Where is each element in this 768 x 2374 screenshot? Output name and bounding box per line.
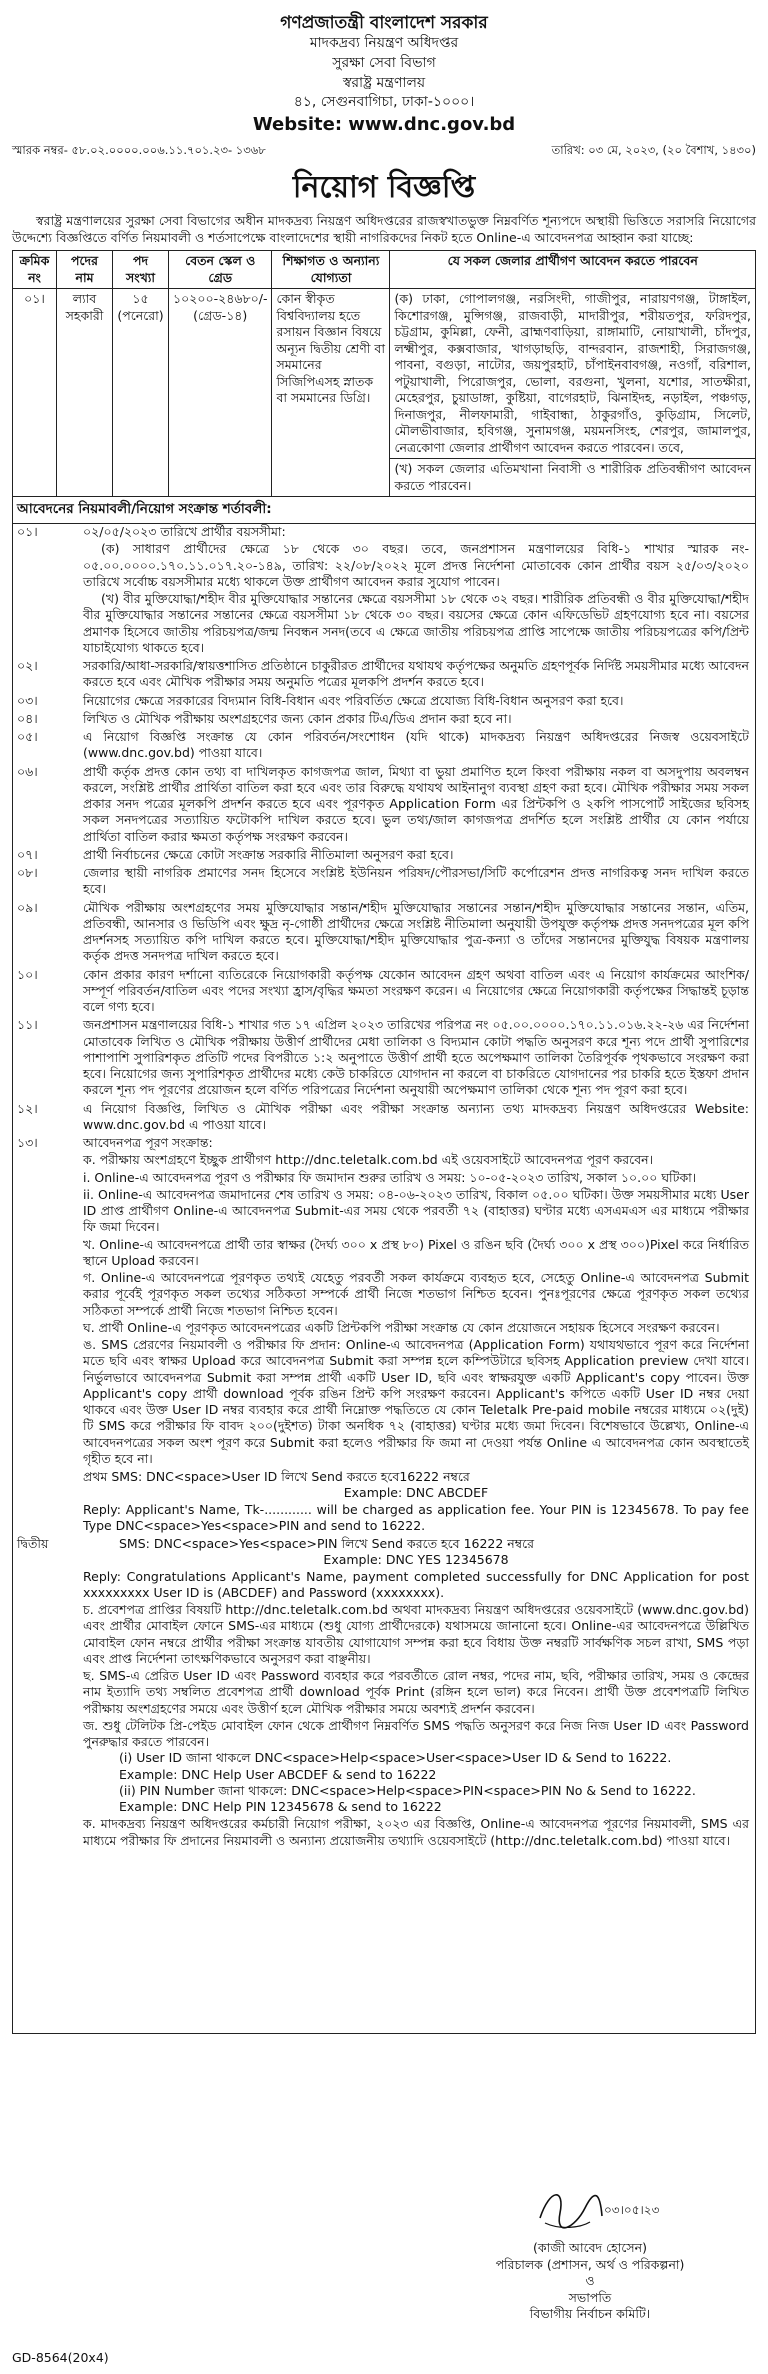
rule-13-umo: ঙ. SMS প্রেরণের নিয়মাবলী ও পরীক্ষার ফি প্রদান: Online-এ আবেদনপত্র (Application Form) যথাযথভাবে পূরণ করে নির্দেশনা মতে ছবি এবং স্বাক্ষর Upload করে আবেদনপত্র Submit করা সম্পন্ন হলে কম্পিউটারে ছবিসহ Application preview দেখা যাবে। নির্ভুলভাবে আবেদনপত্র Submit করা সম্পন্ন প্রার্থী একটি User ID, ছবি এবং স্বাক্ষরযুক্ত একটি Applicant's copy পাবেন। উক্ত Applicant's copy প্রার্থী download পূর্বক রঙিন প্রিন্ট কপি সংরক্ষণ করবেন। Applicant's কপিতে একটি User ID নম্বর দেয়া থাকবে এবং উক্ত User ID নম্বর ব্যবহার করে প্রার্থী নিম্নোক্ত পদ্ধতিতে যে কোন Teletalk Pre-paid mobile নম্বরের মাধ্যমে ০২(দুই) টি SMS করে পরীক্ষার ফি বাবদ ২০০(দুইশত) টাকা অনধিক ৭২ (বাহাত্তর) ঘণ্টার মধ্যে জমা দিবেন। বিশেষভাবে উল্লেখ্য, Online-এ আবেদনপত্রের সকল অংশ পূরণ করে Submit করা হলেও পরীক্ষার ফি জমা না দেওয়া পর্যন্ত Online এ আবেদনপত্র কোন অবস্থাতেই গৃহীত হবে না। [83,1337,749,1466]
rule-1-ka: (ক) সাধারণ প্রার্থীদের ক্ষেত্রে ১৮ থেকে ৩০ বছর। তবে, জনপ্রশাসন মন্ত্রণালয়ের বিধি-১ শাখার স্মারক নং- ০৫.০০.০০০০.১৭০.১১.০১৭.২০-১৪৯, তারিখ: ২২/০৮/২০২২ মূলে প্রদত্ত নির্দেশনা মোতাবেক কোন প্রার্থীর বয়স ২৫/০৩/২০২০ তারিখে সর্বোচ্চ বয়সসীমার মধ্যে থাকলে উক্ত প্রার্থীগণ আবেদন করার সুযোগ পাবেন। [83,541,749,589]
cell-districts [390,289,756,497]
department-name: মাদকদ্রব্য নিয়ন্ত্রণ অধিদপ্তর [309,35,459,52]
memo-line [12,143,756,158]
rule-13-cha: চ. প্রবেশপত্র প্রাপ্তির বিষয়টি http://dnc.teletalk.com.bd অথবা মাদকদ্রব্য নিয়ন্ত্রণ অধিদপ্তরের ওয়েবসাইটে (www.dnc.gov.bd) এবং প্রার্থীর মোবাইল ফোনে SMS-এর মাধ্যমে (শুধু যোগ্য প্রার্থীদেরকে) যথাসময়ে জানানো হবে। Online-এর আবেদনপত্রে উল্লিখিত মোবাইল ফোন নম্বরে প্রার্থীর পরীক্ষা সংক্রান্ত যাবতীয় যোগাযোগ সম্পন্ন করা হবে বিধায় উক্ত নম্বরটি সার্বক্ষণিক সচল রাখা, SMS পড়া এবং প্রাপ্ত নির্দেশনা তাৎক্ষণিকভাবে অনুসরণ করা বাঞ্ছনীয়। [83,1602,749,1666]
rule-number: ০৫। [17,729,38,745]
rule-13-i: i. Online-এ আবেদনপত্র পূরণ ও পরীক্ষার ফি জমাদান শুরুর তারিখ ও সময়: ১০-০৫-২০২৩ তারিখ, সকাল ১০.০০ ঘটিকা। [83,1169,697,1185]
rule-number: ০৪। [17,710,38,726]
rule-1-kha: (খ) বীর মুক্তিযোদ্ধা/শহীদ বীর মুক্তিযোদ্ধার সন্তানের ক্ষেত্রে বয়সসীমা ১৮ থেকে ৩২ বছর। শারীরিক প্রতিবন্ধী ও বীর মুক্তিযোদ্ধা/শহীদ বীর মুক্তিযোদ্ধার সন্তানের সন্তানের ক্ষেত্রে বয়সসীমা ১৮ থেকে ৩০ বছর। বয়সের ক্ষেত্রে কোন এফিডেভিট গ্রহণযোগ্য হবে না। বয়সের প্রমাণক হিসেবে জাতীয় পরিচয়পত্র/জন্ম নিবন্ধন সনদ(তবে এ ক্ষেত্রে জাতীয় পরিচয়পত্র প্রাপ্তি সাপেক্ষে জাতীয় পরিচয়পত্রের কপি/প্রিন্ট যাচাইযোগ্য থাকতে হবে। [83,591,749,655]
office-address: ৪১, সেগুনবাগিচা, ঢাকা-১০০০। [293,94,475,111]
sms-spacer [13,1469,83,1534]
rule-text: প্রার্থী কর্তৃক প্রদত্ত কোন তথ্য বা দাখিলকৃত কাগজপত্র জাল, মিথ্যা বা ভুয়া প্রমাণিত হলে কিংবা পরীক্ষায় নকল বা অসদুপায় অবলম্বন করলে, সংশ্লিষ্ট প্রার্থীর প্রার্থিতা বাতিল করা হবে এবং তার বিরুদ্ধে যথাযথ আইনানুগ ব্যবস্থা গ্রহণ করা হবে। মৌখিক পরীক্ষার সময় সকল প্রকার সনদ পত্রের মূলকপি প্রদর্শন করতে হবে এবং পূরণকৃত Application Form এর প্রিন্টকপি ও ২কপি পাসপোর্ট সাইজের ছবিসহ সকল সনদপত্রের সত্যায়িত ফটোকপি দাখিল করতে হবে। ভুল তথ্য/জাল কাগজপত্র প্রদর্শিত হলে সংশ্লিষ্ট প্রার্থীর যে কোন পর্যায়ে প্রার্থিতা বাতিল করার ক্ষমতা কর্তৃপক্ষ সংরক্ষণ করবেন। [83,763,749,844]
officer-designation: পরিচালক (প্রশাসন, অর্থ ও পরিকল্পনা) [495,2256,685,2272]
signature-icon [530,2178,660,2238]
rule-number: ০৭। [17,846,38,862]
col-count: পদ সংখ্যা [113,251,169,289]
rule-text [83,1135,755,1467]
rule-number: ০২। [17,658,38,674]
col-post: পদের নাম [57,251,113,289]
sms-second [83,1536,755,1849]
rule-item [13,865,755,898]
rule-number: ১৩। [17,1135,38,1151]
rules-list [12,524,756,2034]
rule-13-ja-i: (i) User ID জানা থাকলে DNC<space>Help<space>User<space>User ID & Send to 16222. [119,1750,672,1766]
committee-name: বিভাগীয় নির্বাচন কমিটি। [529,2306,651,2321]
cell-serial: ০১। [13,289,57,497]
rule-text: এ নিয়োগ বিজ্ঞপ্তি সংক্রান্ত যে কোন পরিবর্তন/সংশোধন (যদি থাকে) মাদকদ্রব্য নিয়ন্ত্রণ অধিদপ্তরের নিজস্ব ওয়েবসাইটে (www.dnc.gov.bd) পাওয়া যাবে। [83,729,749,761]
rule-number: ১১। [17,1017,38,1033]
memo-number: স্মারক নম্বর- ৫৮.০২.০০০০.০০৬.১১.৭০১.২৩- ১৩৬৮ [12,142,266,157]
rule-13-ga: গ. Online-এ আবেদনপত্রে পূরণকৃত তথ্যই যেহেতু পরবর্তী সকল কার্যক্রমে ব্যবহৃত হবে, সেহেতু Online-এ আবেদনপত্র Submit করার পূর্বেই পূরণকৃত সকল তথ্যের সঠিকতা সম্পর্কে প্রার্থী নিজে শতভাগ নিশ্চিত হবেন। পুনঃপূরণের ক্ষেত্রে পূরণকৃত সকল তথ্যের সঠিকতা সম্পর্কে প্রার্থী নিজে শতভাগ নিশ্চিত হবেন। [83,1270,749,1318]
officer-name: (কাজী আবেদ হোসেন) [533,2240,647,2255]
rule-number: ০১। [17,524,38,540]
signature-block [0,2178,768,2374]
cell-post: ল্যাব সহকারী [57,289,113,497]
rule-text: লিখিত ও মৌখিক পরীক্ষায় অংশগ্রহণের জন্য কোন প্রকার টিএ/ডিএ প্রদান করা হবে না। [83,710,512,726]
rule-text: প্রার্থী নির্বাচনের ক্ষেত্রে কোটা সংক্রান্ত সরকারি নীতিমালা অনুসরণ করা হবে। [83,846,454,862]
intro-paragraph: স্বরাষ্ট্র মন্ত্রণালয়ের সুরক্ষা সেবা বিভাগের অধীন মাদকদ্রব্য নিয়ন্ত্রণ অধিদপ্তরের রাজস্বখাতভুক্ত নিম্নবর্ণিত শূন্যপদে অস্থায়ী ভিত্তিতে সরাসরি নিয়োগের উদ্দেশ্যে বিজ্ঞপ্তিতে বর্ণিত নিয়মাবলী ও শর্তসাপেক্ষে বাংলাদেশের স্থায়ী নাগরিকদের নিকট হতে Online-এ আবেদনপত্র আহ্বান করা যাচ্ছে: [12,213,756,245]
rule-item [13,764,755,845]
rule-number: ০৮। [17,865,38,881]
sms-block [13,1536,755,1849]
government-title: গণপ্রজাতন্ত্রী বাংলাদেশ সরকার [280,13,488,33]
notice-title: নিয়োগ বিজ্ঞপ্তি [292,169,476,205]
rule-13-ja: জ. শুধু টেলিটক প্রি-পেইড মোবাইল ফোন থেকে প্রার্থীগণ নিম্নবর্ণিত SMS পদ্ধতি অনুসরণ করে নিজ নিজ User ID এবং Password পুনরুদ্ধার করতে পারবেন। [83,1717,749,1750]
rule-number: ১২। [17,1100,38,1116]
sms-first-example: Example: DNC ABCDEF [343,1485,489,1501]
rule-number: ০৩। [17,692,38,708]
sms-second-label: দ্বিতীয় [17,1536,49,1552]
rule-item [13,711,755,727]
col-qualification: শিক্ষাগত ও অন্যান্য যোগ্যতা [272,251,390,289]
cell-qualification: কোন স্বীকৃত বিশ্ববিদ্যালয় হতে রসায়ন বিজ্ঞান বিষয়ে অন্যূন দ্বিতীয় শ্রেণী বা সমমানের সিজিপিএসহ স্নাতক বা সমমানের ডিগ্রি। [272,289,390,497]
rule-text: এ নিয়োগ বিজ্ঞপ্তি, লিখিত ও মৌখিক পরীক্ষা এবং পরীক্ষা সংক্রান্ত অন্যান্য তথ্য মাদকদ্রব্য নিয়ন্ত্রণ অধিদপ্তরের Website: www.dnc.gov.bd এ পাওয়া যাবে। [83,1100,749,1132]
cell-count: ১৫ (পনেরো) [113,289,169,497]
col-districts: যে সকল জেলার প্রার্থীগণ আবেদন করতে পারবেন [390,251,756,289]
rule-item [13,967,755,1016]
sms-second-reply: Reply: Congratulations Applicant's Name, payment completed successfully for DNC Application for post xxxxxxxxx User ID is (ABCDEF) and Password (xxxxxxxx). [83,1568,749,1600]
rule-item [13,1101,755,1134]
sms-first [83,1469,755,1534]
rule-text: নিয়োগের ক্ষেত্রে সরকারের বিদ্যমান বিধি-বিধান এবং পরিবর্তিত ক্ষেত্রে প্রযোজ্য বিধি-বিধান অনুসরণ করা হবে। [83,692,624,708]
gd-number: GD-8564(20x4) [12,2349,109,2365]
rule-text: জেলার স্থায়ী নাগরিক প্রমাণের সনদ হিসেবে সংশ্লিষ্ট ইউনিয়ন পরিষদ/পৌরসভা/সিটি কর্পোরেশন প্রদত্ত নাগরিকত্ব সনদ দাখিল করতে হবে। [83,865,749,897]
rule-number: ১০। [17,966,38,982]
rule-13-ii: ii. Online-এ আবেদনপত্র জমাদানের শেষ তারিখ ও সময়: ০৪-০৬-২০২৩ তারিখ, বিকাল ০৫.০০ ঘটিকা। উক্ত সময়সীমার মধ্যে User ID প্রাপ্ত প্রার্থীগণ Online-এ আবেদনপত্র Submit-এর সময় থেকে পরবর্তী ৭২ (বাহাত্তর) ঘণ্টার মধ্যে এসএমএস এর মাধ্যমে পরীক্ষার ফি জমা দিবেন। [83,1186,749,1235]
rule-item [13,1017,755,1098]
rule-item [13,729,755,762]
conditions-heading: আবেদনের নিয়মাবলী/নিয়োগ সংক্রান্ত শর্তাবলী: [12,497,756,524]
vacancy-table [12,250,756,497]
rule-item [13,900,755,965]
sms-second-example: Example: DNC YES 12345678 [323,1552,509,1568]
table-header-row [13,251,756,289]
signature-date: ০৩।০৫।২৩ [604,2203,660,2217]
rule-1-heading: ০২/০৫/২০২৩ তারিখে প্রার্থীর বয়সসীমা: [83,524,286,540]
districts-a: (ক) ঢাকা, গোপালগঞ্জ, নরসিংদী, গাজীপুর, নারায়ণগঞ্জ, টাঙ্গাইল, কিশোরগঞ্জ, মুন্সিগঞ্জ, রাজবাড়ী, মাদারীপুর, শরীয়তপুর, ফরিদপুর, চট্টগ্রাম, কুমিল্লা, ফেনী, ব্রাহ্মণবাড়িয়া, রাঙ্গামাটি, নোয়াখালী, চাঁদপুর, লক্ষ্মীপুর, কক্সবাজার, খাগড়াছড়ি, বান্দরবান, রাজশাহী, সিরাজগঞ্জ, পাবনা, বগুড়া, নাটোর, জয়পুরহাট, চাঁপাইনবাবগঞ্জ, নওগাঁ, বরিশাল, পটুয়াখালী, পিরোজপুর, ভোলা, বরগুনা, খুলনা, যশোর, সাতক্ষীরা, মেহেরপুর, চুয়াডাঙ্গা, কুষ্টিয়া, বাগেরহাট, ঝিনাইদহ, নড়াইল, পঞ্চগড়, দিনাজপুর, নীলফামারী, গাইবান্ধা, ঠাকুরগাঁও, কুড়িগ্রাম, সিলেট, মৌলভীবাজার, হবিগঞ্জ, সুনামগঞ্জ, ময়মনসিংহ, শেরপুর, জামালপুর, নেত্রকোণা জেলার প্রার্থীগণ আবেদন করতে পারবেন। তবে, [394,291,751,455]
sms-first-instruction: প্রথম SMS: DNC<space>User ID লিখে Send করতে হবে16222 নম্বরে [83,1469,470,1485]
rule-13-jha: ক. মাদকদ্রব্য নিয়ন্ত্রণ অধিদপ্তরের কর্মচারী নিয়োগ পরীক্ষা, ২০২৩ এর বিজ্ঞপ্তি, Online-এ আবেদনপত্র পূরণের নিয়মাবলী, SMS এর মাধ্যমে পরীক্ষার ফি প্রদানের নিয়মাবলী ও অন্যান্য প্রয়োজনীয় তথ্যাদি ওয়েবসাইটে (http://dnc.teletalk.com.bd) পাওয়া যাবে। [83,1816,749,1848]
rule-text: জনপ্রশাসন মন্ত্রণালয়ের বিধি-১ শাখার গত ১৭ এপ্রিল ২০২৩ তারিখের পরিপত্র নং ০৫.০০.০০০০.১৭০.১১.০১৬.২২-২৬ এর নির্দেশনা মোতাবেক লিখিত ও মৌখিক পরীক্ষায় উত্তীর্ণ প্রার্থীদের মেধা তালিকা ও বিদ্যমান কোটা পদ্ধতি অনুসরণ করে শূন্য পদে প্রার্থী সুপারিশের পাশাপাশি সুপারিশকৃত প্রতিটি পদের বিপরীতে ১:২ অনুপাতে উত্তীর্ণ প্রার্থী হতে অপেক্ষমাণ তালিকা তৈরিপূর্বক পৃথকভাবে সংরক্ষণ করা হবে। নিয়োগের জন্য সুপারিশকৃত প্রার্থীদের মধ্যে কেউ চাকরিতে যোগদান না করলে বা চাকরিতে যোগদানের পর চাকরি হতে ইস্তফা প্রদান করলে শূন্য পদ পূরণের প্রয়োজন হলে বর্ণিত পরিপত্রের নির্দেশনা অনুযায়ী অপেক্ষমাণ তালিকা থেকে শূন্য পদ পূরণ করা হবে। [83,1017,749,1098]
rule-13-ja-ii: (ii) PIN Number জানা থাকলে: DNC<space>Help<space>PIN<space>PIN No & Send to 16222. [119,1782,696,1798]
memo-date: তারিখ: ০৩ মে, ২০২৩, (২০ বৈশাখ, ১৪৩০) [551,142,756,157]
officer-role: সভাপতি [568,2289,612,2305]
cell-scale: ১০২০০-২৪৬৮০/- (গ্রেড-১৪) [169,289,272,497]
rule-13-gha: ঘ. প্রার্থী Online-এ পূরণকৃত আবেদনপত্রের একটি প্রিন্টকপি পরীক্ষা সংক্রান্ত যে কোন প্রয়োজনে সহায়ক হিসেবে সংরক্ষণ করবেন। [83,1319,720,1335]
division-name: সুরক্ষা সেবা বিভাগ [332,55,436,72]
rule-13-chha: ছ. SMS-এ প্রেরিত User ID এবং Password ব্যবহার করে পরবর্তীতে রোল নম্বর, পদের নাম, ছবি, পরীক্ষার তারিখ, সময় ও কেন্দ্রের নাম ইত্যাদি তথ্য সম্বলিত প্রবেশপত্র প্রার্থী download পূর্বক Print (রঙ্গিন হলে ভাল) করে নিবেন। প্রার্থী উক্ত প্রবেশপত্রটি লিখিত পরীক্ষায় অংশগ্রহণের সময়ে এবং উত্তীর্ণ হলে মৌখিক পরীক্ষার সময়ে অবশ্যই প্রদর্শন করবেন। [83,1668,749,1716]
rule-13-ja-i-example: Example: DNC Help User ABCDEF & send to 16222 [119,1766,437,1782]
rule-item [13,1135,755,1467]
col-scale: বেতন স্কেল ও গ্রেড [169,251,272,289]
sms-first-reply: Reply: Applicant's Name, Tk-............ will be charged as application fee. Your PIN is 12345678. To pay fee Type DNC<space>Yes<space>PIN and send to 16222. [83,1501,749,1533]
rule-item [13,847,755,863]
districts-b: (খ) সকল জেলার এতিমখানা নিবাসী ও শারীরিক প্রতিবন্ধীগণ আবেদন করতে পারবেন। [390,458,755,494]
rule-item [13,658,755,691]
table-row [13,289,756,497]
rule-item [13,524,755,656]
rule-text: সরকারি/আধা-সরকারি/স্বায়ত্তশাসিত প্রতিষ্ঠানে চাকুরীরত প্রার্থীদের যথাযথ কর্তৃপক্ষের অনুমতি গ্রহণপূর্বক নির্দিষ্ট সময়সীমার মধ্যে আবেদন করতে হবে এবং মৌখিক পরীক্ষার সময় অনুমতি পত্রের মূলকপি প্রদর্শন করতে হবে। [83,658,749,690]
conjunction: ও [585,2273,595,2288]
letterhead [12,12,756,137]
rule-text: মৌখিক পরীক্ষায় অংশগ্রহণের সময় মুক্তিযোদ্ধার সন্তান/শহীদ মুক্তিযোদ্ধার সন্তানের সন্তান/শহীদ মুক্তিযোদ্ধার সন্তানের সন্তান, এতিম, প্রতিবন্ধী, আনসার ও ভিডিপি এবং ক্ষুদ্র নৃ-গোষ্ঠী প্রার্থীদের ক্ষেত্রে সংশ্লিষ্ট নীতিমালা অনুযায়ী উপযুক্ত কর্তৃপক্ষ প্রদত্ত সনদপত্রের মূল কপি প্রদর্শনসহ সত্যায়িত কপি দাখিল করতে হবে। মুক্তিযোদ্ধা/শহীদ মুক্তিযোদ্ধার পুত্র-কন্যা ও তাঁদের সন্তানদের মুক্তিযুদ্ধ বিষয়ক মন্ত্রণালয় কর্তৃক প্রদত্ত সনদপত্র দাখিল করতে হবে। [83,899,749,964]
rule-13-kha: খ. Online-এ আবেদনপত্রে প্রার্থী তার স্বাক্ষর (দৈর্ঘ্য ৩০০ x প্রস্থ ৮০) Pixel ও রঙিন ছবি (দৈর্ঘ্য ৩০০ x প্রস্থ ৩০০)Pixel করে নির্ধারিত স্থানে Upload করবেন। [83,1236,749,1268]
rule-text [83,524,755,656]
rule-text: কোন প্রকার কারণ দর্শানো ব্যতিরেকে নিয়োগকারী কর্তৃপক্ষ যেকোন আবেদন গ্রহণ অথবা বাতিল এবং এ নিয়োগ কার্যক্রমের আংশিক/সম্পূর্ণ পরিবর্তন/বাতিল এবং পদের সংখ্যা হ্রাস/বৃদ্ধির ক্ষমতা সংরক্ষণ করেন। এ নিয়োগের ক্ষেত্রে নিয়োগকারী কর্তৃপক্ষের সিদ্ধান্তই চূড়ান্ত বলে গণ্য হবে। [83,966,749,1015]
rule-13-heading: আবেদনপত্র পূরণ সংক্রান্ত: [83,1135,213,1151]
website-link[interactable]: Website: www.dnc.gov.bd [252,113,516,135]
sms-block [13,1469,755,1534]
sms-second-instruction: SMS: DNC<space>Yes<space>PIN লিখে Send করতে হবে 16222 নম্বরে [119,1536,535,1552]
rule-item [13,693,755,709]
rule-number: ০৬। [17,763,38,779]
signature-area [430,2178,750,2323]
rule-number: ০৯। [17,899,38,915]
rule-13-ja-ii-example: Example: DNC Help PIN 12345678 & send to 16222 [119,1799,442,1815]
col-serial: ক্রমিক নং [13,251,57,289]
rule-13-ka: ক. পরীক্ষায় অংশগ্রহণে ইচ্ছুক প্রার্থীগণ http://dnc.teletalk.com.bd এই ওয়েবসাইটে আবেদনপত্র পূরণ করবেন। [83,1152,654,1168]
ministry-name: স্বরাষ্ট্র মন্ত্রণালয় [342,74,426,91]
